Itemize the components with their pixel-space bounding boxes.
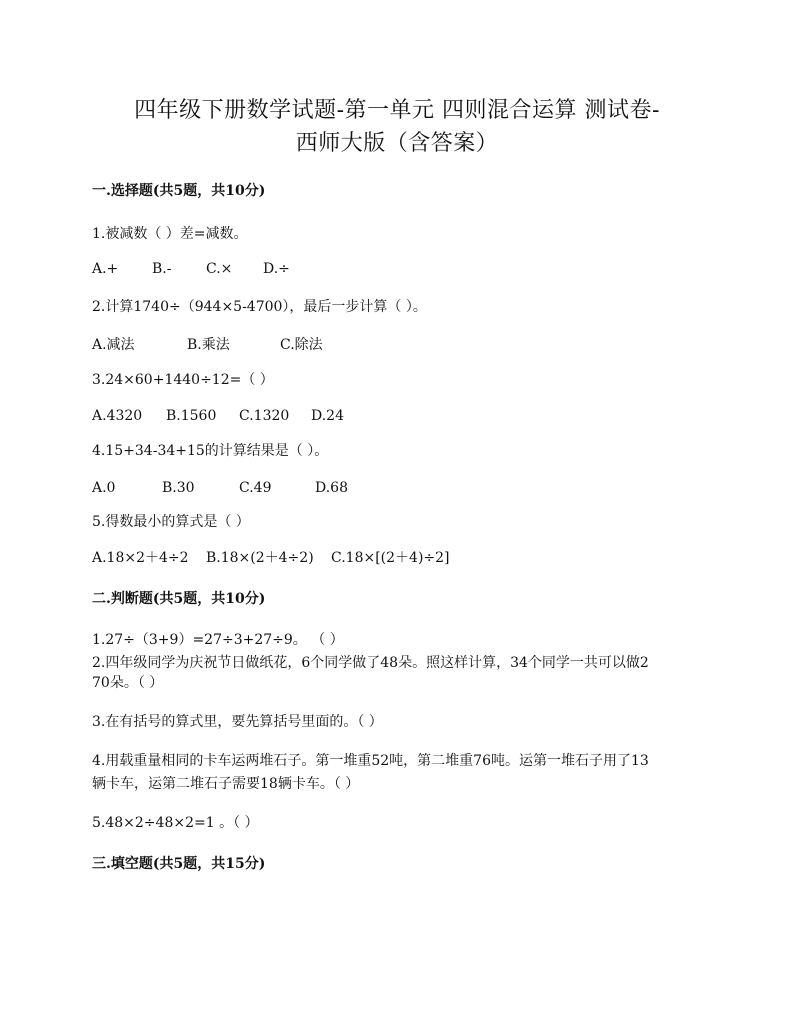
choice-options-4 bbox=[92, 478, 348, 498]
page-title-line-2: 西师大版（含答案） bbox=[295, 131, 499, 156]
choice-options-3 bbox=[92, 406, 344, 426]
option-a: A.减法 bbox=[92, 337, 135, 353]
judge-question-3: 3.在有括号的算式里，要先算括号里面的。（ ） bbox=[92, 714, 383, 730]
choice-question-2: 2.计算1740÷（944×5-4700），最后一步计算（ ）。 bbox=[92, 299, 427, 315]
judge-question-2-line-2: 70朵。（ ） bbox=[92, 675, 164, 691]
section-heading-fill: 三.填空题(共5题，共15分) bbox=[92, 856, 266, 872]
judge-question-4-line-2: 辆卡车，运第二堆石子需要18辆卡车。（ ） bbox=[92, 776, 360, 792]
choice-question-5: 5.得数最小的算式是（ ） bbox=[92, 514, 250, 530]
option-c: C.除法 bbox=[280, 337, 323, 353]
judge-question-5: 5.48×2÷48×2=1 。（ ） bbox=[92, 815, 259, 831]
section-heading-choice: 一.选择题(共5题，共10分) bbox=[92, 183, 266, 199]
option-c: C.18×[(2＋4)÷2] bbox=[331, 550, 450, 566]
choice-options-1 bbox=[92, 259, 290, 279]
judge-question-4-line-1: 4.用载重量相同的卡车运两堆石子。第一堆重52吨，第二堆重76吨。运第一堆石子用了13 bbox=[92, 753, 649, 769]
option-d: D.÷ bbox=[263, 261, 290, 277]
option-d: D.24 bbox=[311, 408, 344, 424]
choice-question-4: 4.15+34-34+15的计算结果是（ ）。 bbox=[92, 443, 329, 459]
judge-question-2-line-1: 2.四年级同学为庆祝节日做纸花，6个同学做了48朵。照这样计算，34个同学一共可以做2 bbox=[92, 655, 649, 671]
choice-question-3: 3.24×60+1440÷12=（ ） bbox=[92, 372, 274, 388]
choice-options-5 bbox=[92, 548, 450, 568]
option-a: A.4320 bbox=[92, 408, 143, 424]
option-b: B.18×(2＋4÷2) bbox=[206, 550, 314, 566]
option-b: B.- bbox=[152, 261, 172, 277]
option-a: A.18×2＋4÷2 bbox=[92, 550, 189, 566]
choice-question-1: 1.被减数（ ）差=减数。 bbox=[92, 226, 248, 242]
option-b: B.乘法 bbox=[187, 337, 230, 353]
option-a: A.0 bbox=[92, 480, 116, 496]
choice-options-2 bbox=[92, 335, 323, 355]
option-d: D.68 bbox=[315, 480, 348, 496]
option-b: B.30 bbox=[162, 480, 195, 496]
section-heading-judge: 二.判断题(共5题，共10分) bbox=[92, 591, 266, 607]
option-c: C.1320 bbox=[239, 408, 290, 424]
page-title-line-1: 四年级下册数学试题-第一单元 四则混合运算 测试卷- bbox=[134, 98, 660, 123]
judge-question-1: 1.27÷（3+9）=27÷3+27÷9。 （ ） bbox=[92, 632, 344, 648]
option-c: C.49 bbox=[239, 480, 272, 496]
option-b: B.1560 bbox=[166, 408, 217, 424]
option-c: C.× bbox=[206, 261, 233, 277]
option-a: A.+ bbox=[92, 261, 119, 277]
